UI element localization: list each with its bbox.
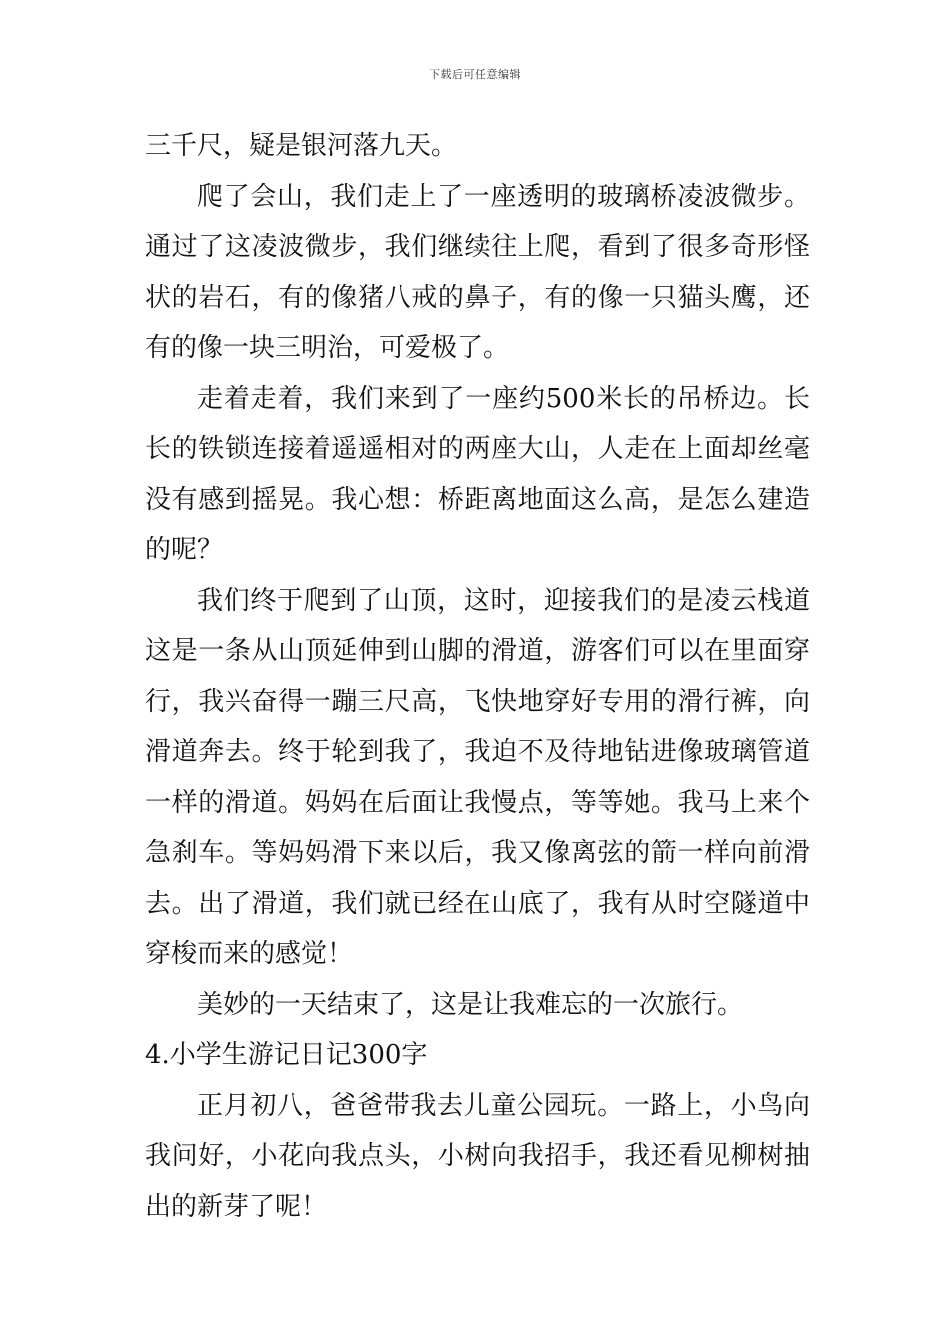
paragraph-park-visit: 正月初八，爸爸带我去儿童公园玩。一路上，小鸟向我问好，小花向我点头，小树向我招手，我还看见柳树抽出的新芽了呢！	[145, 1090, 810, 1222]
paragraph-suspension-bridge: 走着走着，我们来到了一座约500米长的吊桥边。长长的铁锁连接着遥遥相对的两座大山，人走在上面却丝毫没有感到摇晃。我心想：桥距离地面这么高，是怎么建造的呢？	[145, 383, 810, 565]
document-body	[145, 121, 810, 1232]
paragraph-continuation: 三千尺，疑是银河落九天。	[145, 131, 458, 161]
section-heading: 4.小学生游记日记300字	[145, 1040, 428, 1070]
paragraph-slide: 我们终于爬到了山顶，这时，迎接我们的是凌云栈道这是一条从山顶延伸到山脚的滑道，游客们可以在里面穿行，我兴奋得一蹦三尺高，飞快地穿好专用的滑行裤，向滑道奔去。终于轮到我了，我迫不及待地钻进像玻璃管道一样的滑道。妈妈在后面让我慢点，等等她。我马上来个急刹车。等妈妈滑下来以后，我又像离弦的箭一样向前滑去。出了滑道，我们就已经在山底了，我有从时空隧道中穿梭而来的感觉！	[145, 585, 810, 969]
paragraph-conclusion: 美妙的一天结束了，这是让我难忘的一次旅行。	[197, 989, 744, 1020]
paragraph-glass-bridge: 爬了会山，我们走上了一座透明的玻璃桥凌波微步。通过了这凌波微步，我们继续往上爬，看到了很多奇形怪状的岩石，有的像猪八戒的鼻子，有的像一只猫头鹰，还有的像一块三明治，可爱极了。	[145, 181, 810, 363]
page-header: 下载后可任意编辑	[429, 68, 521, 81]
